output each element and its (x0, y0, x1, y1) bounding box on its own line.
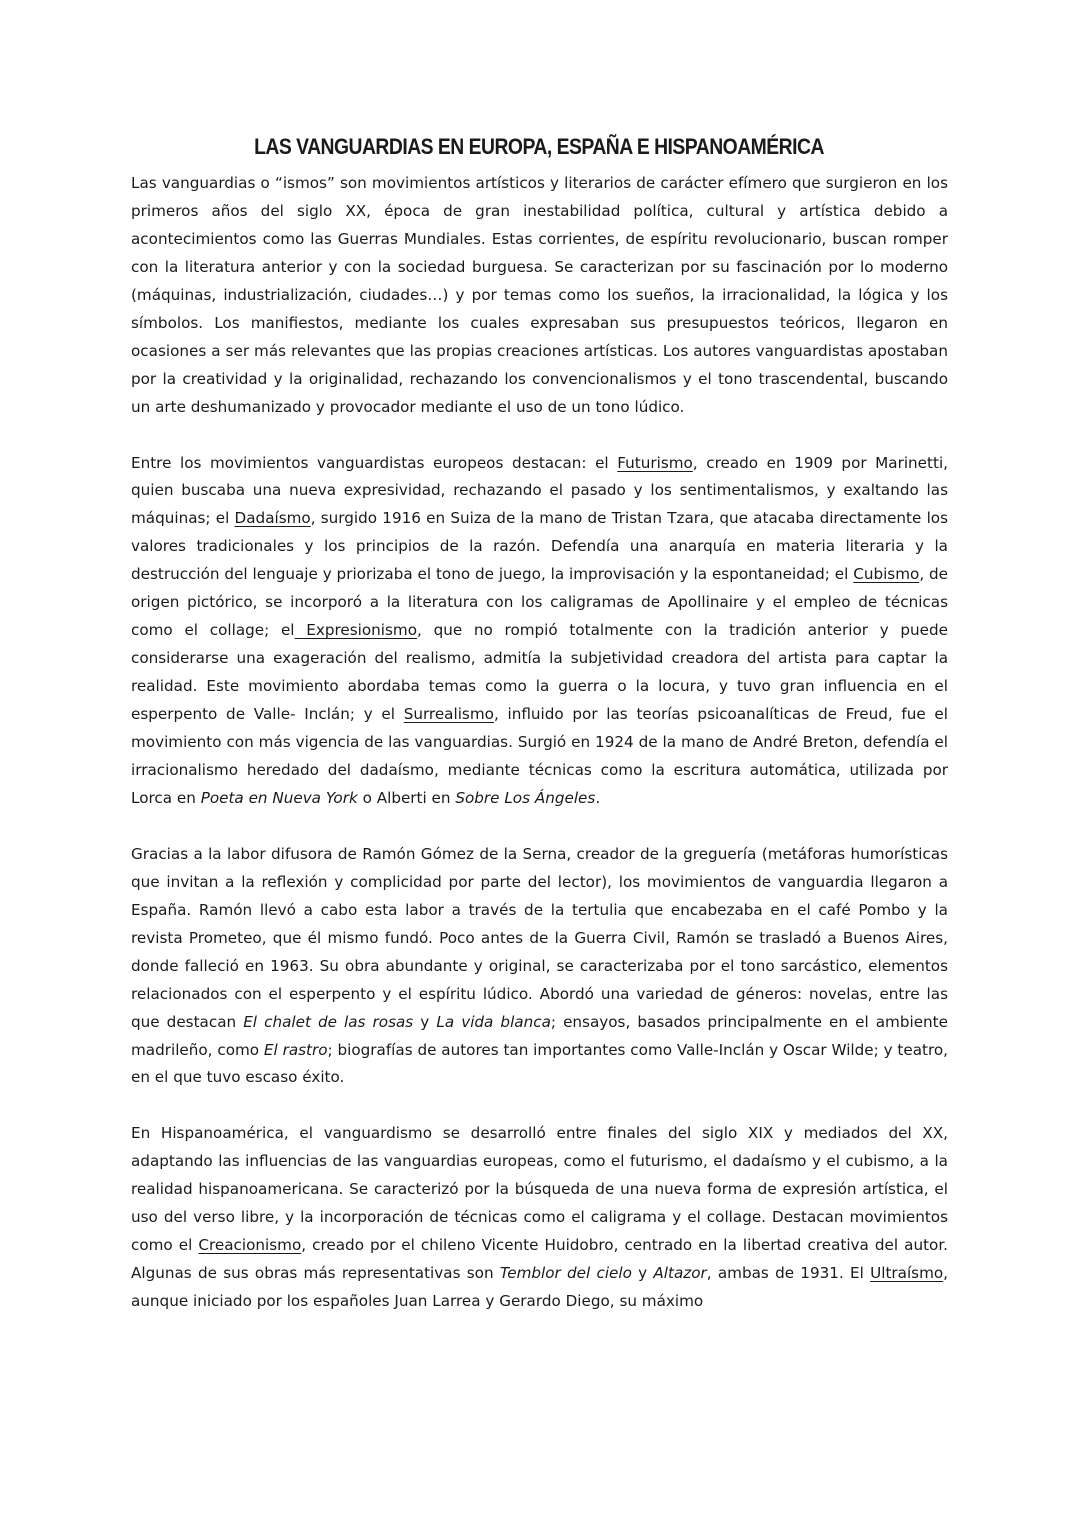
text-segment: , aunque iniciado por los españoles Juan Larrea y Gerardo Diego, su máximo (131, 1264, 948, 1311)
term-surrealismo: Surrealismo (403, 705, 494, 724)
term-expresionismo: Expresionismo (294, 621, 418, 640)
text-segment: , surgido 1916 en Suiza de la mano de Tristan Tzara, que atacaba directamente los valores tradicionales y los principios de la razón. Defendía una anarquía en materia literaria y la destrucción del lenguaje y priorizaba el tono de juego, la improvisación y la espontaneidad; el (131, 509, 948, 584)
work-title: El chalet de las rosas (243, 1012, 414, 1031)
text-segment: o Alberti en (357, 788, 456, 807)
term-dadaismo: Dadaísmo (234, 509, 311, 528)
paragraph-spain (131, 841, 948, 1093)
paragraph-hispanoamerica (131, 1120, 948, 1316)
text-segment: En Hispanoamérica, el vanguardismo se desarrolló entre finales del siglo XIX y mediados del XX, adaptando las influencias de las vanguardias europeas, como el futurismo, el dadaísmo y el cubismo, a la realidad hispanoamericana. Se caracterizó por la búsqueda de una nueva forma de expresión artística, el uso del verso libre, y la incorporación de técnicas como el caligrama y el collage. Destacan movimientos como el (131, 1124, 948, 1255)
paragraph-european-movements (131, 450, 948, 813)
text-segment: , ambas de 1931. El (706, 1264, 871, 1283)
term-creacionismo: Creacionismo (198, 1236, 302, 1255)
text-segment: , que no rompió totalmente con la tradición anterior y puede considerarse una exageración del realismo, admitía la subjetividad creadora del artista para captar la realidad. Este movimiento abordaba temas como la guerra o la locura, y tuvo gran influencia en el esperpento de Valle- Inclán; y el (131, 621, 949, 724)
work-title: Temblor del cielo (499, 1264, 632, 1283)
text-segment: ; biografías de autores tan importantes como Valle-Inclán y Oscar Wilde; y teatro, en el que tuvo escaso éxito. (131, 1040, 948, 1087)
text-segment: , de origen pictórico, se incorporó a la literatura con los caligramas de Apollinaire y el empleo de técnicas como el collage; el (131, 565, 948, 640)
text-segment: y (413, 1012, 437, 1031)
document-body (131, 170, 948, 1316)
paragraph-intro: Las vanguardias o “ismos” son movimientos artísticos y literarios de carácter efímero que surgieron en los primeros años del siglo XX, época de gran inestabilidad política, cultural y artística debido a acontecimientos como las Guerras Mundiales. Estas corrientes, de espíritu revolucionario, buscan romper con la literatura anterior y con la sociedad burguesa. Se caracterizan por su fascinación por lo moderno (máquinas, industrialización, ciudades…) y por temas como los sueños, la irracionalidad, la lógica y los símbolos. Los manifiestos, mediante los cuales expresaban sus presupuestos teóricos, llegaron en ocasiones a ser más relevantes que las propias creaciones artísticas. Los autores vanguardistas apostaban por la creatividad y la originalidad, rechazando los convencionalismos y el tono trascendental, buscando un arte deshumanizado y provocador mediante el uso de un tono lúdico. (131, 174, 948, 416)
document-title: LAS VANGUARDIAS EN EUROPA, ESPAÑA E HISPANOAMÉRICA (254, 134, 824, 159)
work-title: La vida blanca (436, 1012, 551, 1031)
text-segment: . (595, 788, 601, 807)
work-title: Altazor (653, 1264, 707, 1283)
text-segment: Entre los movimientos vanguardistas europeos destacan: el (131, 453, 618, 472)
text-segment: , creado por el chileno Vicente Huidobro, centrado en la libertad creativa del autor. Algunas de sus obras más representativas son (131, 1236, 948, 1283)
text-segment: , creado en 1909 por Marinetti, quien buscaba una nueva expresividad, rechazando el pasado y los sentimentalismos, y exaltando las máquinas; el (131, 453, 948, 528)
term-cubismo: Cubismo (853, 565, 920, 584)
text-segment: Gracias a la labor difusora de Ramón Gómez de la Serna, creador de la greguería (metáforas humorísticas que invitan a la reflexión y complicidad por parte del lector), los movimientos de vanguardia llegaron a España. Ramón llevó a cabo esta labor a través de la tertulia que encabezaba en el café Pombo y la revista Prometeo, que él mismo fundó. Poco antes de la Guerra Civil, Ramón se trasladó a Buenos Aires, donde falleció en 1963. Su obra abundante y original, se caracterizaba por el tono sarcástico, elementos relacionados con el esperpento y el espíritu lúdico. Abordó una variedad de géneros: novelas, entre las que destacan (131, 844, 948, 1031)
term-ultraismo: Ultraísmo (870, 1264, 944, 1283)
text-segment: , influido por las teorías psicoanalíticas de Freud, fue el movimiento con más vigencia de las vanguardias. Surgió en 1924 de la mano de André Breton, defendía el irracionalismo heredado del dadaísmo, mediante técnicas como la escritura automática, utilizada por Lorca en (131, 705, 948, 807)
work-title: Poeta en Nueva York (200, 788, 358, 807)
text-segment: ; ensayos, basados principalmente en el ambiente madrileño, como (131, 1012, 948, 1059)
term-futurismo: Futurismo (617, 453, 693, 472)
work-title: Sobre Los Ángeles (455, 788, 596, 807)
work-title: El rastro (263, 1040, 328, 1059)
text-segment: y (631, 1264, 654, 1283)
